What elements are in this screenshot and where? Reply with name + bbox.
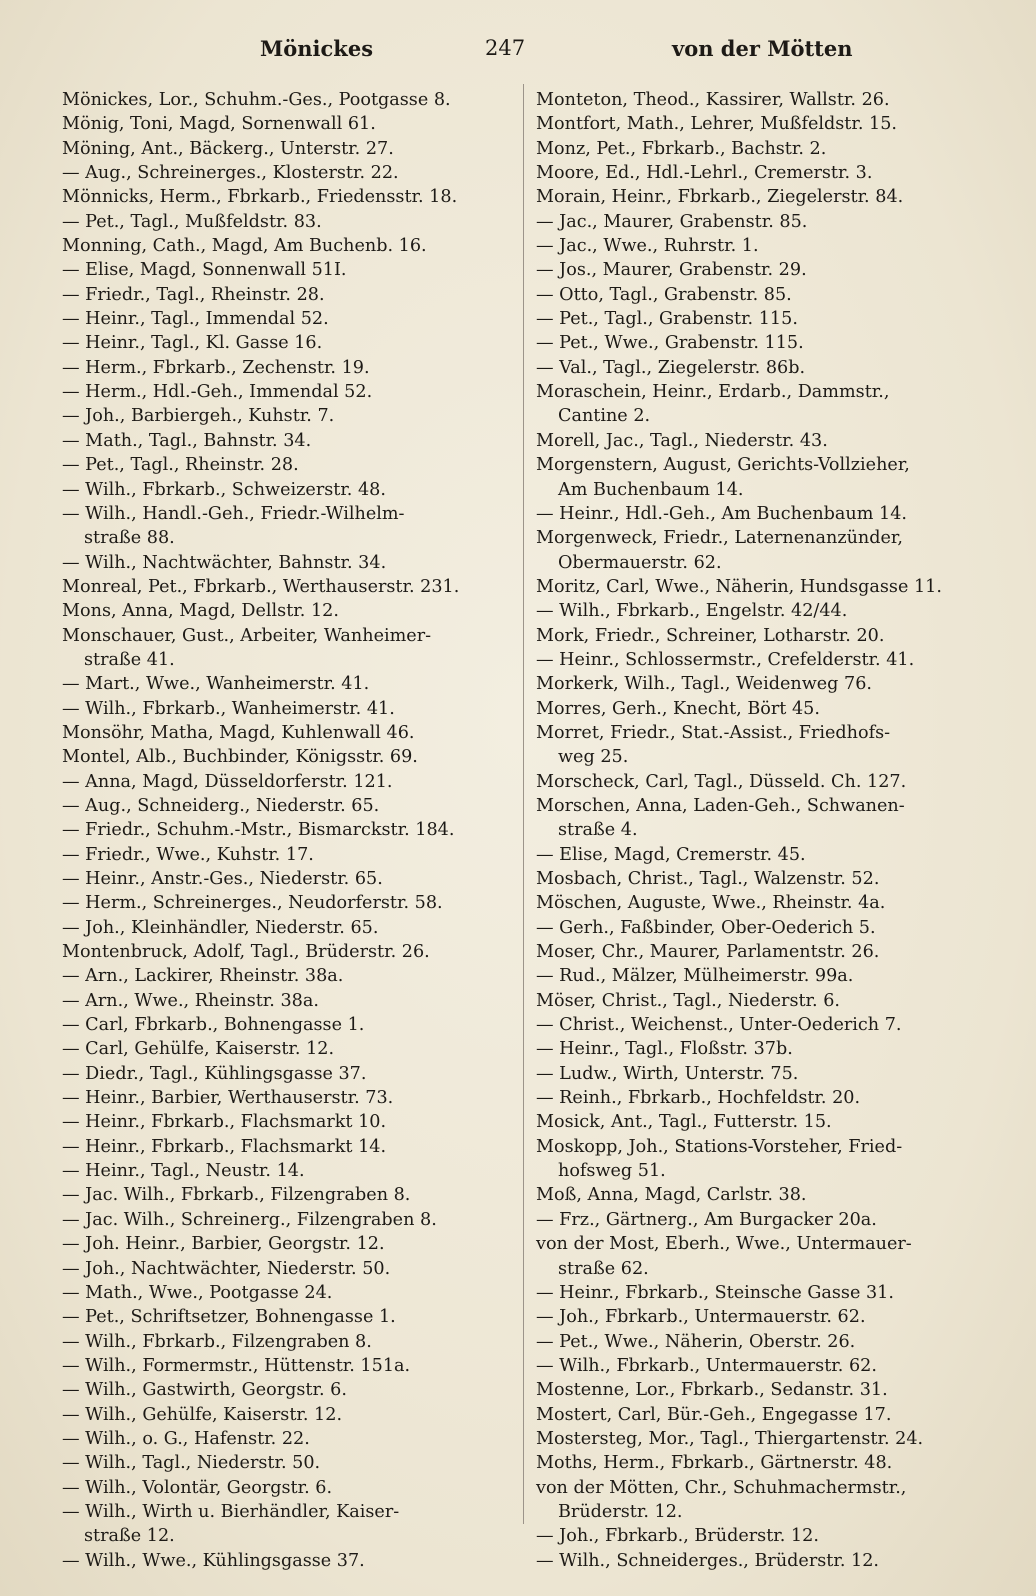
directory-entry: — Heinr., Fbrkarb., Flachsmarkt 14. [62,1136,387,1157]
directory-entry: — Jac. Wilh., Fbrkarb., Filzengraben 8. [62,1185,411,1206]
directory-entry: Monteton, Theod., Kassirer, Wallstr. 26. [536,90,890,110]
directory-entry: Moß, Anna, Magd, Carlstr. 38. [536,1185,807,1206]
directory-entry: Morain, Heinr., Fbrkarb., Ziegelerstr. 84. [536,187,904,208]
directory-entry: — Anna, Magd, Düsseldorferstr. 121. [62,771,393,792]
directory-entry: Möser, Christ., Tagl., Niederstr. 6. [536,990,841,1011]
directory-entry: — Ludw., Wirth, Unterstr. 75. [536,1063,799,1084]
directory-entry: — Heinr., Fbrkarb., Flachsmarkt 10. [62,1112,387,1133]
directory-entry: von der Most, Eberh., Wwe., Untermauer- [536,1234,912,1255]
directory-entry: — Reinh., Fbrkarb., Hochfeldstr. 20. [536,1088,861,1109]
directory-entry: — Gerh., Faßbinder, Ober-Oederich 5. [536,917,876,938]
directory-entry: — Carl, Gehülfe, Kaiserstr. 12. [62,1039,335,1060]
directory-entry: Mostert, Carl, Bür.-Geh., Engegasse 17. [536,1404,892,1425]
directory-entry: — Diedr., Tagl., Kühlingsgasse 37. [62,1063,367,1084]
directory-entry: — Math., Tagl., Bahnstr. 34. [62,430,312,451]
directory-entry: Mönickes, Lor., Schuhm.-Ges., Pootgasse 8. [62,90,451,110]
directory-entry: Mons, Anna, Magd, Dellstr. 12. [62,601,339,622]
directory-entry: — Elise, Magd, Cremerstr. 45. [536,844,806,865]
directory-entry: — Wilh., Fbrkarb., Filzengraben 8. [62,1331,372,1352]
directory-entry: Monschauer, Gust., Arbeiter, Wanheimer- [62,625,432,646]
directory-entry: — Heinr., Tagl., Kl. Gasse 16. [62,333,323,354]
directory-entry: — Jac., Wwe., Ruhrstr. 1. [536,236,759,257]
directory-entry: Möschen, Auguste, Wwe., Rheinstr. 4a. [536,893,886,914]
directory-entry: — Pet., Tagl., Mußfeldstr. 83. [62,211,322,232]
directory-entry: — Wilh., Wirth u. Bierhändler, Kaiser- [62,1501,400,1522]
directory-entry: Mönig, Toni, Magd, Sornenwall 61. [62,114,376,135]
directory-entry: — Jos., Maurer, Grabenstr. 29. [536,260,807,281]
directory-entry: Mostenne, Lor., Fbrkarb., Sedanstr. 31. [536,1380,888,1401]
directory-entry: straße 41. [84,649,175,670]
page-number: 247 [485,36,526,60]
directory-entry: Morscheck, Carl, Tagl., Düsseld. Ch. 127. [536,771,907,792]
directory-entry: Möning, Ant., Bäckerg., Unterstr. 27. [62,138,394,159]
directory-entry: — Joh. Heinr., Barbier, Georgstr. 12. [62,1234,385,1255]
directory-entry: — Wilh., o. G., Hafenstr. 22. [62,1428,310,1449]
directory-entry: Am Buchenbaum 14. [558,479,744,500]
directory-entry: — Wilh., Wwe., Kühlingsgasse 37. [62,1550,365,1571]
directory-entry: — Joh., Barbiergeh., Kuhstr. 7. [62,406,335,427]
directory-entry: — Val., Tagl., Ziegelerstr. 86b. [536,357,806,378]
directory-entry: — Joh., Fbrkarb., Untermauerstr. 62. [536,1307,866,1328]
directory-entry: — Heinr., Tagl., Floßstr. 37b. [536,1039,793,1060]
directory-entry: Mönnicks, Herm., Fbrkarb., Friedensstr. 18. [62,187,458,208]
directory-entry: — Carl, Fbrkarb., Bohnengasse 1. [62,1015,365,1036]
directory-entry: Morgenweck, Friedr., Laternenanzünder, [536,528,904,549]
directory-entry: — Joh., Nachtwächter, Niederstr. 50. [62,1258,391,1279]
directory-entry: — Heinr., Barbier, Werthauserstr. 73. [62,1088,394,1109]
directory-entry: — Wilh., Fbrkarb., Untermauerstr. 62. [536,1355,877,1376]
directory-entry: — Joh., Fbrkarb., Brüderstr. 12. [536,1526,819,1547]
directory-entry: — Wilh., Tagl., Niederstr. 50. [62,1453,321,1474]
left-column [62,88,512,1573]
directory-entry: — Joh., Kleinhändler, Niederstr. 65. [62,917,379,938]
directory-entry: — Herm., Fbrkarb., Zechenstr. 19. [62,357,370,378]
directory-entry: Morell, Jac., Tagl., Niederstr. 43. [536,430,828,451]
right-column [536,88,991,1573]
directory-entry: Moraschein, Heinr., Erdarb., Dammstr., [536,382,890,403]
directory-entry: Mork, Friedr., Schreiner, Lotharstr. 20. [536,625,885,646]
page-header [60,36,990,68]
directory-entry: — Friedr., Wwe., Kuhstr. 17. [62,844,314,865]
directory-entry: — Pet., Schriftsetzer, Bohnengasse 1. [62,1307,396,1328]
directory-entry: Morres, Gerh., Knecht, Bört 45. [536,698,820,719]
directory-entry: — Pet., Tagl., Grabenstr. 115. [536,309,798,330]
directory-entry: — Wilh., Fbrkarb., Schweizerstr. 48. [62,479,386,500]
directory-entry: Montenbruck, Adolf, Tagl., Brüderstr. 26. [62,942,430,963]
directory-entry: — Heinr., Hdl.-Geh., Am Buchenbaum 14. [536,503,908,524]
directory-entry: — Christ., Weichenst., Unter-Oederich 7. [536,1015,902,1036]
directory-entry: — Rud., Mälzer, Mülheimerstr. 99a. [536,966,854,987]
directory-entry: Moser, Chr., Maurer, Parlamentstr. 26. [536,942,880,963]
directory-entry: — Arn., Lackirer, Rheinstr. 38a. [62,966,344,987]
directory-entry: Morgenstern, August, Gerichts-Vollzieher, [536,455,910,476]
directory-entry: weg 25. [558,747,629,768]
directory-entry: straße 12. [84,1526,175,1547]
directory-entry: — Wilh., Handl.-Geh., Friedr.-Wilhelm- [62,503,405,524]
directory-entry: — Jac., Maurer, Grabenstr. 85. [536,211,808,232]
directory-entry: — Heinr., Tagl., Neustr. 14. [62,1161,305,1182]
directory-entry: straße 88. [84,528,175,549]
directory-entry: — Pet., Wwe., Näherin, Oberstr. 26. [536,1331,856,1352]
directory-entry: — Wilh., Fbrkarb., Wanheimerstr. 41. [62,698,395,719]
directory-entry: Montfort, Math., Lehrer, Mußfeldstr. 15. [536,114,898,135]
directory-entry: — Mart., Wwe., Wanheimerstr. 41. [62,674,370,695]
directory-entry: — Pet., Wwe., Grabenstr. 115. [536,333,804,354]
directory-entry: straße 62. [558,1258,649,1279]
directory-entry: Morret, Friedr., Stat.-Assist., Friedhofs- [536,722,891,743]
column-divider [523,84,524,1524]
directory-entry: — Herm., Hdl.-Geh., Immendal 52. [62,382,373,403]
directory-entry: — Math., Wwe., Pootgasse 24. [62,1282,333,1303]
directory-entry: von der Mötten, Chr., Schuhmachermstr., [536,1477,907,1498]
directory-entry: Moritz, Carl, Wwe., Näherin, Hundsgasse 11. [536,576,942,597]
directory-entry: Moore, Ed., Hdl.-Lehrl., Cremerstr. 3. [536,163,873,184]
directory-entry: — Otto, Tagl., Grabenstr. 85. [536,284,792,305]
directory-entry: — Pet., Tagl., Rheinstr. 28. [62,455,299,476]
directory-entry: — Wilh., Schneiderges., Brüderstr. 12. [536,1550,879,1571]
directory-entry: — Herm., Schreinerges., Neudorferstr. 58. [62,893,443,914]
directory-entry: Mosick, Ant., Tagl., Futterstr. 15. [536,1112,832,1133]
directory-entry: Monsöhr, Matha, Magd, Kuhlenwall 46. [62,722,415,743]
directory-entry: Morschen, Anna, Laden-Geh., Schwanen- [536,795,905,816]
directory-entry: Moths, Herm., Fbrkarb., Gärtnerstr. 48. [536,1453,893,1474]
directory-entry: — Elise, Magd, Sonnenwall 51I. [62,260,347,281]
directory-entry: — Wilh., Volontär, Georgstr. 6. [62,1477,333,1498]
directory-entry: straße 4. [558,820,638,841]
directory-entry: — Heinr., Schlossermstr., Crefelderstr. 41. [536,649,915,670]
directory-entry: — Aug., Schreinerges., Klosterstr. 22. [62,163,399,184]
directory-entry: — Heinr., Tagl., Immendal 52. [62,309,329,330]
directory-entry: Morkerk, Wilh., Tagl., Weidenweg 76. [536,674,873,695]
directory-entry: Montel, Alb., Buchbinder, Königsstr. 69. [62,747,418,768]
directory-entry: Monning, Cath., Magd, Am Buchenb. 16. [62,236,427,257]
directory-entry: Cantine 2. [558,406,651,427]
directory-entry: — Friedr., Schuhm.-Mstr., Bismarckstr. 184. [62,820,455,841]
directory-entry: — Jac. Wilh., Schreinerg., Filzengraben 8. [62,1209,437,1230]
directory-entry: Mosbach, Christ., Tagl., Walzenstr. 52. [536,869,880,889]
header-right-catchword: von der Mötten [672,36,853,61]
directory-entry: — Wilh., Gastwirth, Georgstr. 6. [62,1380,347,1401]
directory-entry: Obermauerstr. 62. [558,552,722,573]
directory-entry: Monreal, Pet., Fbrkarb., Werthauserstr. 231. [62,576,460,597]
directory-entry: — Heinr., Fbrkarb., Steinsche Gasse 31. [536,1282,894,1303]
directory-entry: Moskopp, Joh., Stations-Vorsteher, Fried- [536,1136,903,1157]
directory-entry: Mostersteg, Mor., Tagl., Thiergartenstr. 24. [536,1428,924,1449]
directory-entry: Monz, Pet., Fbrkarb., Bachstr. 2. [536,138,827,159]
directory-entry: — Arn., Wwe., Rheinstr. 38a. [62,990,319,1011]
directory-entry: — Friedr., Tagl., Rheinstr. 28. [62,284,325,305]
directory-entry: hofsweg 51. [558,1161,666,1182]
directory-entry: — Wilh., Fbrkarb., Engelstr. 42/44. [536,601,848,622]
directory-entry: — Aug., Schneiderg., Niederstr. 65. [62,795,380,816]
directory-entry: Brüderstr. 12. [558,1501,683,1522]
directory-entry: — Frz., Gärtnerg., Am Burgacker 20a. [536,1209,877,1230]
directory-entry: — Wilh., Formermstr., Hüttenstr. 151a. [62,1355,411,1376]
directory-entry: — Wilh., Nachtwächter, Bahnstr. 34. [62,552,387,573]
header-left-catchword: Mönickes [260,36,374,61]
directory-entry: — Heinr., Anstr.-Ges., Niederstr. 65. [62,869,383,889]
directory-entry: — Wilh., Gehülfe, Kaiserstr. 12. [62,1404,343,1425]
